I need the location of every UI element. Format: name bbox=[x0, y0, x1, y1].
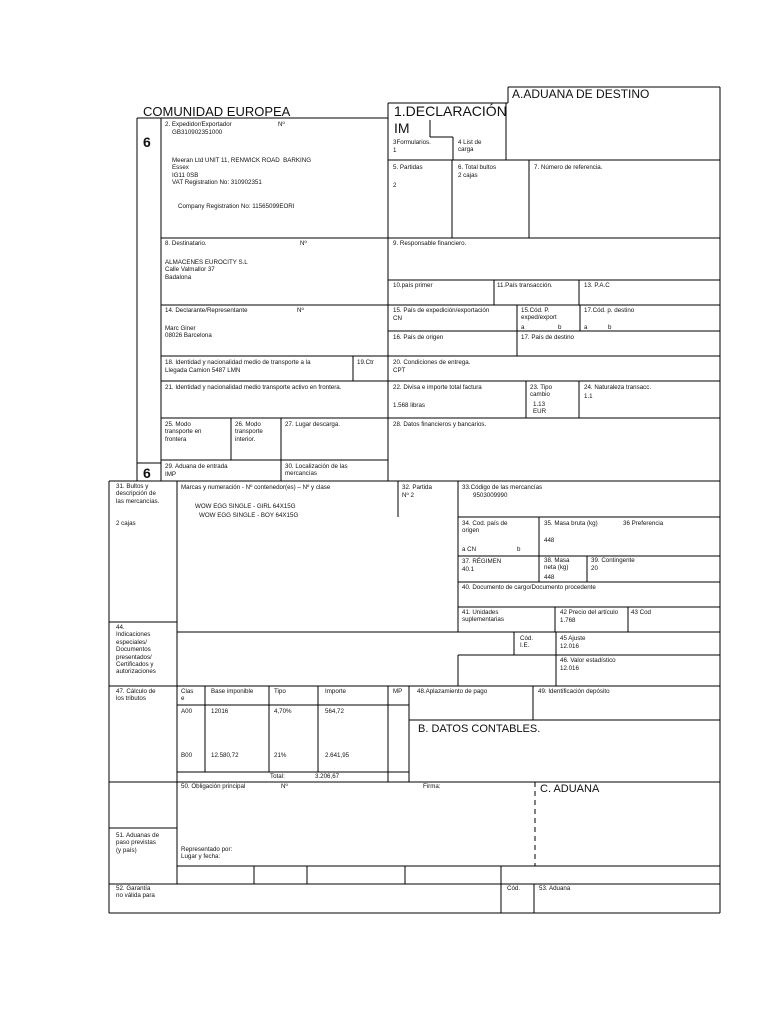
box52-cod-label: Cód. bbox=[507, 885, 521, 892]
box23-label: 23. Tipo cambio bbox=[530, 384, 553, 399]
section-c-title: C. ADUANA bbox=[540, 783, 600, 795]
tax-row-2-base: 12.580,72 bbox=[211, 752, 239, 759]
box17b-b: b bbox=[608, 324, 612, 331]
box22-value: 1.568 libras bbox=[393, 402, 425, 409]
box50-no-label: Nº bbox=[281, 783, 288, 790]
box33-value: 9503009990 bbox=[473, 492, 508, 499]
box7-label: 7. Número de referencia. bbox=[534, 164, 603, 171]
tax-header-amount: Importe bbox=[325, 688, 346, 695]
box38-label: 38. Masa neta (kg) bbox=[544, 557, 570, 572]
goods-item-1: WOW EGG SINGLE - GIRL 64X15G bbox=[195, 503, 296, 510]
goods-item-2: WOW EGG SINGLE - BOY 64X15G bbox=[199, 512, 299, 519]
box11-label: 11.País transacción. bbox=[497, 282, 553, 289]
tax-row-2-rate: 21% bbox=[274, 752, 287, 759]
box29-label: 29. Aduana de entrada bbox=[165, 463, 228, 470]
box3-value: 1 bbox=[393, 147, 397, 154]
box34-label: 34. Cod. país de origen bbox=[462, 520, 508, 535]
box38-value: 448 bbox=[544, 574, 555, 581]
tax-row-1-rate: 4,70% bbox=[274, 708, 292, 715]
box26-label: 26. Modo transporte interior. bbox=[235, 421, 263, 443]
comunidad-europea-title: COMUNIDAD EUROPEA bbox=[143, 104, 291, 119]
tax-row-1-amount: 564,72 bbox=[325, 708, 344, 715]
box13-label: 13. P.A.C bbox=[584, 282, 610, 289]
box18-value: Llegada Camion 5487 LMN bbox=[165, 367, 241, 374]
exporter-company-reg: Company Registration No: 11565099EORI bbox=[178, 203, 295, 210]
box18-label: 18. Identidad y nacionalidad medio de transporte a la bbox=[165, 359, 311, 366]
box25-label: 25. Modo transporte en frontera bbox=[165, 421, 202, 443]
tax-total-label: Total: bbox=[270, 773, 285, 780]
box32-value: Nº 2 bbox=[402, 492, 414, 499]
tax-row-1-class: A00 bbox=[181, 708, 193, 715]
section-b-title: B. DATOS CONTABLES. bbox=[418, 723, 541, 735]
box15b-label: 15.Cód. P. exped/export bbox=[521, 307, 557, 322]
box49-label: 49. Identificación depósito bbox=[538, 688, 610, 695]
box51-represented: Representado por: Lugar y fecha: bbox=[181, 846, 233, 861]
box20-value: CPT bbox=[393, 367, 406, 374]
box51-label: 51. Aduanas de paso previstas (y país) bbox=[116, 832, 160, 854]
box20-label: 20. Condiciones de entrega. bbox=[393, 359, 471, 366]
box14-no-label: Nº bbox=[297, 307, 304, 314]
box19-label: 19.Ctr bbox=[357, 359, 374, 366]
box50-label: 50. Obligación principal bbox=[181, 783, 246, 790]
tax-row-1-base: 12016 bbox=[211, 708, 229, 715]
box4-label: 4 List de carga bbox=[458, 139, 482, 154]
box31-value: 2 cajas bbox=[116, 520, 136, 527]
box42-value: 1.768 bbox=[560, 617, 576, 624]
box44-cod-ie: Cód. I.E. bbox=[520, 635, 534, 650]
box15b-b: b bbox=[558, 324, 562, 331]
box39-label: 39. Contingente bbox=[591, 557, 635, 564]
box6-label: 6. Total bultos bbox=[458, 164, 497, 171]
box34-a: a CN bbox=[462, 546, 477, 553]
box45-label: 45 Ajuste bbox=[560, 635, 586, 642]
box43-label: 43 Cod bbox=[631, 609, 651, 616]
box15b-a: a bbox=[521, 324, 525, 331]
box27-label: 27. Lugar descarga. bbox=[285, 421, 341, 428]
box31-label: 31. Bultos y descripción de las mercancías. bbox=[116, 483, 160, 505]
box17b-label: 17.Cód. p. destino bbox=[584, 307, 635, 314]
box24-value: 1.1 bbox=[584, 393, 593, 400]
box44-label: 44. Indicaciones especiales/ Documentos presentados/ Certificados y autorizaciones bbox=[116, 624, 156, 676]
box2-label: 2. Expedidor/Exportador bbox=[165, 121, 232, 128]
box28-label: 28. Datos financieros y bancarios. bbox=[393, 421, 487, 428]
box53-label: 53. Aduana bbox=[539, 885, 571, 892]
declaracion-type: IM bbox=[394, 120, 410, 136]
box46-value: 12.016 bbox=[560, 665, 579, 672]
box31-marks-label: Marcas y numeración - Nº contenedor(es) – Nº y clase bbox=[181, 484, 331, 491]
box45-value: 12.016 bbox=[560, 643, 579, 650]
box48-label: 48.Aplazamiento de pago bbox=[417, 688, 488, 695]
box35-value: 448 bbox=[544, 537, 555, 544]
box50-signature-label: Firma: bbox=[423, 783, 441, 790]
box3-label: 3Formularios. bbox=[393, 139, 431, 146]
consignee-address: ALMACENES EUROCITY S.L Calle Valmallor 37 Badalona bbox=[165, 259, 248, 281]
box42-label: 42 Precio del artículo bbox=[560, 609, 619, 616]
box8-no-label: Nº bbox=[300, 240, 307, 247]
box30-label: 30. Localización de las mercancías bbox=[285, 463, 348, 478]
aduana-destino-title: A.ADUANA DE DESTINO bbox=[512, 87, 650, 101]
box32-label: 32. Partida bbox=[402, 484, 432, 491]
tax-header-base: Base imponible bbox=[211, 688, 254, 695]
tax-header-mp: MP bbox=[393, 688, 403, 695]
box40-label: 40. Documento de cargo/Documento procedente bbox=[462, 584, 596, 591]
box37-label: 37. RÉGIMEN bbox=[462, 558, 502, 565]
box10-label: 10.país primer bbox=[393, 282, 433, 289]
box8-label: 8. Destinatario. bbox=[165, 240, 207, 247]
box52-label: 52. Garantía no válida para bbox=[116, 885, 155, 900]
box24-label: 24. Naturaleza transacc. bbox=[584, 384, 652, 391]
box23-value: 1.13 EUR bbox=[533, 401, 547, 416]
box46-label: 46. Valor estadístico bbox=[560, 657, 616, 664]
box17b-a: a bbox=[584, 324, 588, 331]
copy-number-lower: 6 bbox=[143, 465, 151, 481]
box47-label: 47. Cálculo de los tributos bbox=[116, 688, 156, 703]
box21-label: 21. Identidad y nacionalidad medio transporte activo en frontera. bbox=[165, 384, 342, 391]
box36-label: 36 Preferencia bbox=[623, 520, 664, 527]
declaracion-title: 1.DECLARACIÓN bbox=[394, 103, 507, 119]
copy-number: 6 bbox=[143, 134, 151, 150]
box14-label: 14. Declarante/Representante bbox=[165, 307, 248, 314]
declarant-value: Marc Giner 08026 Barcelona bbox=[165, 325, 212, 340]
tax-header-class: Clas e bbox=[181, 688, 194, 703]
box39-value: 20 bbox=[591, 565, 598, 572]
box5-label: 5. Partidas bbox=[393, 164, 423, 171]
tax-header-rate: Tipo bbox=[274, 688, 286, 695]
box2-no-label: Nº bbox=[278, 121, 285, 128]
box6-value: 2 cajas bbox=[458, 172, 478, 179]
tax-row-2-amount: 2.641,95 bbox=[325, 752, 350, 759]
box29-value: IMP bbox=[165, 471, 177, 478]
exporter-address: Meeran Ltd UNIT 11, RENWICK ROAD BARKING Essex IG11 0SB VAT Registration No: 310902351 bbox=[172, 157, 312, 187]
box17-label: 17. País de destino bbox=[521, 334, 574, 341]
tax-row-2-class: B00 bbox=[181, 752, 193, 759]
box15-label: 15. País de expedición/exportación bbox=[393, 307, 490, 314]
box37-value: 40.1 bbox=[462, 566, 475, 573]
box22-label: 22. Divisa e importe total factura bbox=[393, 384, 482, 391]
box35-label: 35. Masa bruta (kg) bbox=[544, 520, 598, 527]
box15-value: CN bbox=[393, 315, 402, 322]
box5-value: 2 bbox=[393, 182, 397, 189]
box34-b: b bbox=[517, 546, 521, 553]
exporter-eori: GB310902351000 bbox=[172, 129, 223, 136]
box33-label: 33.Código de las mercancías bbox=[462, 484, 543, 491]
box16-label: 16. País de origen bbox=[393, 334, 444, 341]
box41-label: 41. Unidades suplementarias bbox=[462, 609, 504, 624]
tax-total-value: 3.206,67 bbox=[315, 773, 340, 780]
box9-label: 9. Responsable financiero. bbox=[393, 240, 467, 247]
